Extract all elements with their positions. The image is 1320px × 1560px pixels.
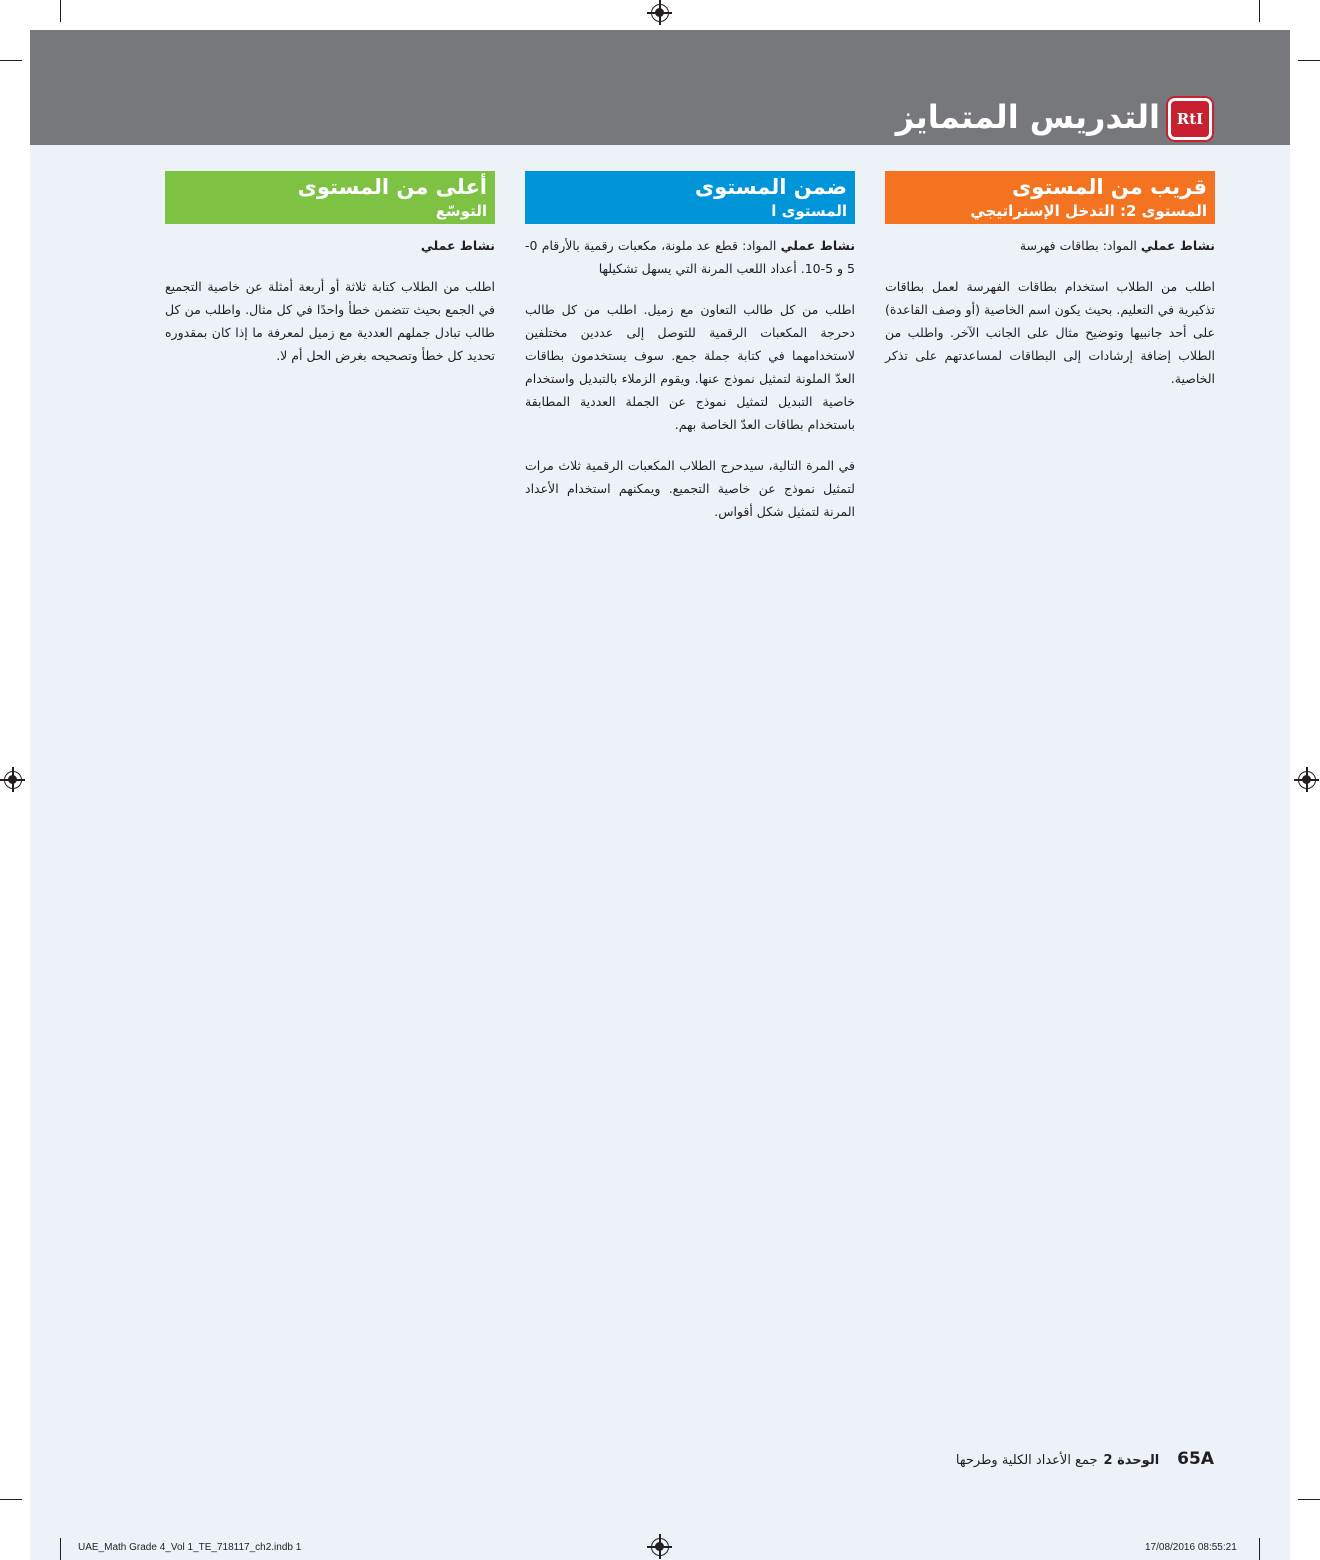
column-body	[885, 224, 1215, 390]
column-title: ضمن المستوى	[694, 175, 847, 199]
registration-mark-icon	[1298, 771, 1316, 789]
column-header	[525, 171, 855, 224]
activity-label: نشاط عملي	[1140, 238, 1215, 253]
registration-mark-icon	[651, 1538, 669, 1556]
column-subtitle: المستوى ا	[771, 202, 847, 220]
crop-mark	[60, 1538, 61, 1560]
column-body	[525, 224, 855, 523]
paragraph: في المرة التالية، سيدحرج الطلاب المكعبات الرقمية ثلاث مرات لتمثيل نموذج عن خاصية التجميع. ويمكنهم استخدام الأعداد المرنة لتمثيل شكل أقواس.	[525, 458, 855, 519]
activity-label: نشاط عملي	[780, 238, 856, 253]
crop-mark	[0, 60, 22, 61]
activity-materials: المواد: بطاقات فهرسة	[1019, 238, 1141, 253]
page-number: 65A	[1177, 1449, 1214, 1469]
column-on-level	[525, 171, 855, 541]
activity-line	[165, 234, 495, 257]
registration-mark-icon	[4, 771, 22, 789]
paragraph: اطلب من الطلاب استخدام بطاقات الفهرسة لعمل بطاقات تذكيرية في التعليم. بحيث يكون اسم الخاصية (أو وصف القاعدة) على أحد جانبيها وتوضيح مثال على الجانب الآخر. واطلب من الطلاب إضافة إرشادات إلى البطاقات لمساعدتهم على تذكر الخاصية.	[885, 279, 1215, 386]
rti-badge: RtI	[1168, 98, 1212, 140]
unit-title: جمع الأعداد الكلية وطرحها	[955, 1453, 1098, 1468]
paragraph: اطلب من الطلاب كتابة ثلاثة أو أربعة أمثلة عن خاصية التجميع في الجمع بحيث تتضمن خطأ واحدًا في كل مثال. واطلب من كل طالب تبادل جملهم العددية مع زميل لمعرفة ما إذا كان بمقدوره تحديد كل خطأ وتصحيحه بغرض الحل أم لا.	[165, 279, 495, 363]
crop-mark	[1259, 0, 1260, 22]
column-title: أعلى من المستوى	[297, 175, 487, 199]
page-title: التدريس المتمايز	[895, 98, 1160, 136]
paragraph: اطلب من كل طالب التعاون مع زميل. اطلب من كل طالب دحرجة المكعبات الرقمية للتوصل إلى عددين مختلفين لاستخدامهما في كتابة جملة جمع. سوف يستخدمون بطاقات العدّ الملونة لتمثيل نموذج عنها. ويقوم الزملاء بالتبديل واستخدام خاصية التبديل لتمثيل نموذج عن الجملة العددية المطابقة باستخدام بطاقات العدّ الخاصة بهم.	[525, 302, 855, 432]
column-subtitle: التوسّع	[435, 202, 487, 220]
crop-mark	[1259, 1538, 1260, 1560]
activity-line	[525, 234, 855, 280]
crop-mark	[1298, 60, 1320, 61]
activity-materials: المواد: قطع عد ملونة، مكعبات رقمية بالأرقام 0-5 و 5-10. أعداد اللعب المرنة التي يسهل تشكيلها	[525, 238, 855, 276]
page-footer	[956, 1449, 1214, 1469]
column-below-level	[885, 171, 1215, 408]
column-subtitle: المستوى 2: التدخل الإستراتيجي	[970, 202, 1207, 220]
activity-line	[885, 234, 1215, 257]
column-header	[885, 171, 1215, 224]
column-body	[165, 224, 495, 367]
crop-mark	[1298, 1499, 1320, 1500]
slug-date: 17/08/2016 08:55:21	[1145, 1542, 1237, 1553]
column-title: قريب من المستوى	[1012, 175, 1207, 199]
slug-file: UAE_Math Grade 4_Vol 1_TE_718117_ch2.indb 1	[78, 1542, 302, 1553]
registration-mark-icon	[651, 4, 669, 22]
crop-mark	[60, 0, 61, 22]
crop-mark	[0, 1499, 22, 1500]
activity-label: نشاط عملي	[420, 238, 495, 253]
column-header	[165, 171, 495, 224]
unit-label: الوحدة 2	[1103, 1453, 1160, 1468]
column-above-level	[165, 171, 495, 385]
